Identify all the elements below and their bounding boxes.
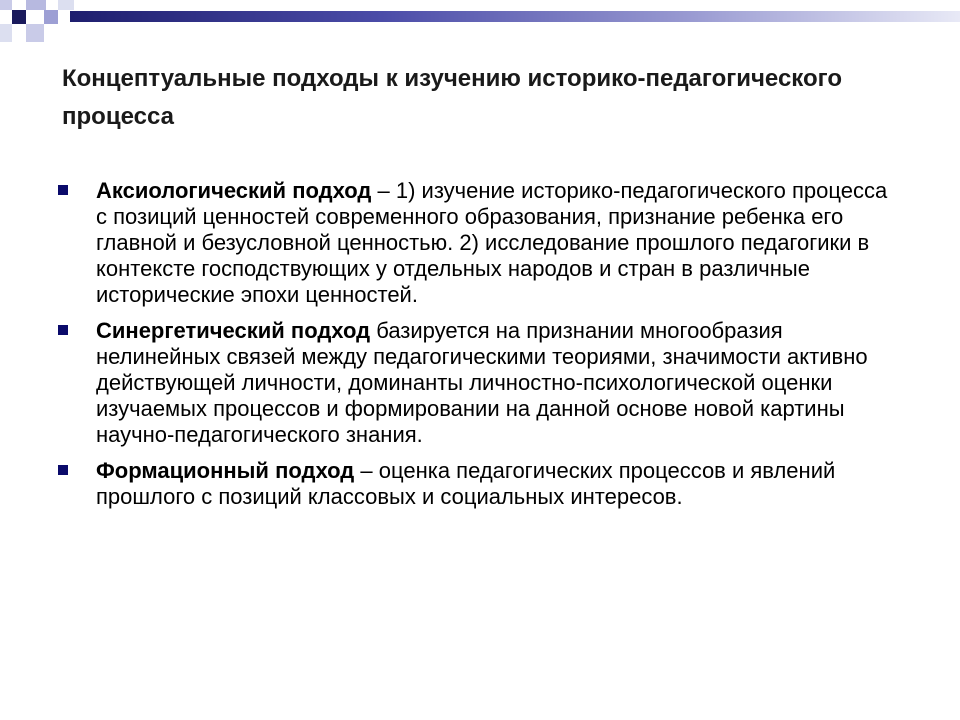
bullet-list [58,178,898,520]
item-term: Формационный подход [96,458,355,483]
slide-title: Концептуальные подходы к изучению историко-педагогического процесса [62,65,842,130]
decor-square [0,0,12,10]
item-term: Синергетический подход [96,318,371,343]
header-gradient-bar [70,11,960,22]
item-text: – 1) изучение историко-педагогического процесса с позиций ценностей современного образования, признание ребенка его главной и безусловной ценностью. 2) исследование прошлого педагогики в контексте господствующих у отдельных народов и стран в различные исторические эпохи ценностей. [96,178,888,307]
square-bullet-icon [58,325,68,335]
square-bullet-icon [58,185,68,195]
list-item [58,318,898,448]
decor-square [0,24,12,42]
item-text: базируется на признании многообразия нелинейных связей между педагогическими теориями, значимости активно действующей личности, доминанты личностно-психологической оценки изучаемых процессов и формировании на данной основе новой картины научно-педагогического знания. [96,318,868,447]
decor-square [26,24,44,42]
item-term: Аксиологический подход [96,178,372,203]
decor-square-dark [12,10,26,24]
header-decoration [0,0,960,60]
decor-square [44,10,58,24]
decor-square [26,0,46,10]
list-item [58,178,898,308]
item-text: – оценка педагогических процессов и явлений прошлого с позиций классовых и социальных интересов. [96,458,836,509]
square-bullet-icon [58,465,68,475]
decor-square [58,0,74,10]
list-item [58,458,898,510]
